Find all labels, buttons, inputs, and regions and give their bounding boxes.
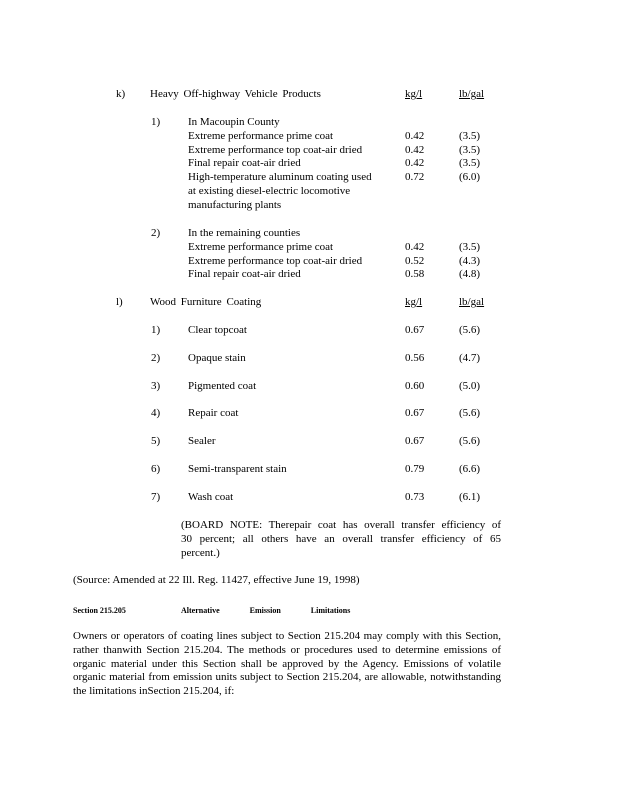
group-2-line: Extreme performance top coat-air dried	[188, 254, 363, 267]
item-7-lb: (6.1)	[459, 491, 481, 503]
item-3-kg: 0.60	[405, 380, 425, 392]
item-1-lb: (5.6)	[459, 324, 481, 336]
section-l-lb-header: lb/gal	[459, 296, 485, 308]
kg-value: 0.42	[405, 129, 425, 142]
lb-value: (3.5)	[459, 143, 481, 156]
item-5-name: Sealer	[188, 435, 216, 447]
item-3-name: Pigmented coat	[188, 380, 257, 392]
item-2-name: Opaque stain	[188, 352, 246, 364]
group-1-lb-values	[459, 130, 480, 185]
item-4-name: Repair coat	[188, 407, 239, 419]
lb-value: (4.3)	[459, 254, 481, 267]
section-l-kg-header: kg/l	[405, 296, 423, 308]
item-6-number: 6)	[151, 463, 161, 475]
section-k-lb-header: lb/gal	[459, 88, 485, 100]
lb-value: (3.5)	[459, 240, 481, 253]
item-1-name: Clear topcoat	[188, 324, 247, 336]
kg-value: 0.52	[405, 254, 425, 267]
lb-value: (4.8)	[459, 268, 481, 281]
group-1-line: In Macoupin County	[188, 116, 280, 128]
kg-value: 0.42	[405, 240, 425, 253]
group-1-line: Extreme performance prime coat	[188, 129, 334, 142]
item-1-kg: 0.67	[405, 324, 425, 336]
group-1-kg-values	[405, 130, 424, 185]
kg-value: 0.72	[405, 171, 425, 184]
item-7-name: Wash coat	[188, 491, 234, 503]
item-5-number: 5)	[151, 435, 161, 447]
section-k-label: k)	[116, 88, 126, 100]
section-k-kg-header: kg/l	[405, 88, 423, 100]
group-2-number: 2)	[151, 227, 161, 239]
group-2-line: In the remaining counties	[188, 227, 301, 239]
item-2-lb: (4.7)	[459, 352, 481, 364]
group-2-lines	[188, 227, 362, 282]
item-5-kg: 0.67	[405, 435, 425, 447]
body-paragraph: Owners or operators of coating lines subject to Section 215.204 may comply with this Section, rather thanwith Section 215.204. The methods or procedures used to determine emissions of organic material under this Section shall be approved by the Agency. Emissions of volatile organic material from emission units subject to Section 215.204, are allowable, notwithstanding the limitations inSection 215.204, if:	[73, 630, 501, 698]
group-1-line: Final repair coat-air dried	[188, 157, 301, 170]
section-title: Alternative Emission Limitations	[181, 606, 351, 615]
item-6-kg: 0.79	[405, 463, 425, 475]
source-note: (Source: Amended at 22 Ill. Reg. 11427, effective June 19, 1998)	[73, 574, 360, 586]
item-4-lb: (5.6)	[459, 407, 481, 419]
group-1-line: High-temperature aluminum coating used	[188, 171, 372, 184]
group-2-line: Extreme performance prime coat	[188, 240, 334, 253]
item-7-kg: 0.73	[405, 491, 425, 503]
board-note: (BOARD NOTE: Therepair coat has overall transfer efficiency of 30 percent; all others have an overall transfer efficiency of 65 percent.)	[181, 519, 501, 559]
item-2-kg: 0.56	[405, 352, 425, 364]
lb-value: (3.5)	[459, 157, 481, 170]
item-3-lb: (5.0)	[459, 380, 481, 392]
group-1-lines	[188, 116, 372, 213]
lb-value: (6.0)	[459, 171, 481, 184]
group-2-lb-values	[459, 241, 480, 282]
group-1-line: Extreme performance top coat-air dried	[188, 143, 363, 156]
item-2-number: 2)	[151, 352, 161, 364]
item-3-number: 3)	[151, 380, 161, 392]
item-4-number: 4)	[151, 407, 161, 419]
lb-value: (3.5)	[459, 129, 481, 142]
kg-value: 0.58	[405, 268, 425, 281]
item-6-lb: (6.6)	[459, 463, 481, 475]
section-l-title: Wood Furniture Coating	[150, 296, 262, 308]
group-2-kg-values	[405, 241, 424, 282]
section-k-title: Heavy Off-highway Vehicle Products	[150, 88, 321, 100]
section-l-label: l)	[116, 296, 123, 308]
group-1-number: 1)	[151, 116, 161, 128]
group-1-line: at existing diesel-electric locomotive	[188, 184, 351, 197]
group-2-line: Final repair coat-air dried	[188, 268, 301, 281]
item-5-lb: (5.6)	[459, 435, 481, 447]
section-number: Section 215.205	[73, 606, 126, 615]
item-7-number: 7)	[151, 491, 161, 503]
group-1-line: manufacturing plants	[188, 198, 282, 211]
kg-value: 0.42	[405, 157, 425, 170]
kg-value: 0.42	[405, 143, 425, 156]
item-4-kg: 0.67	[405, 407, 425, 419]
item-1-number: 1)	[151, 324, 161, 336]
item-6-name: Semi-transparent stain	[188, 463, 287, 475]
